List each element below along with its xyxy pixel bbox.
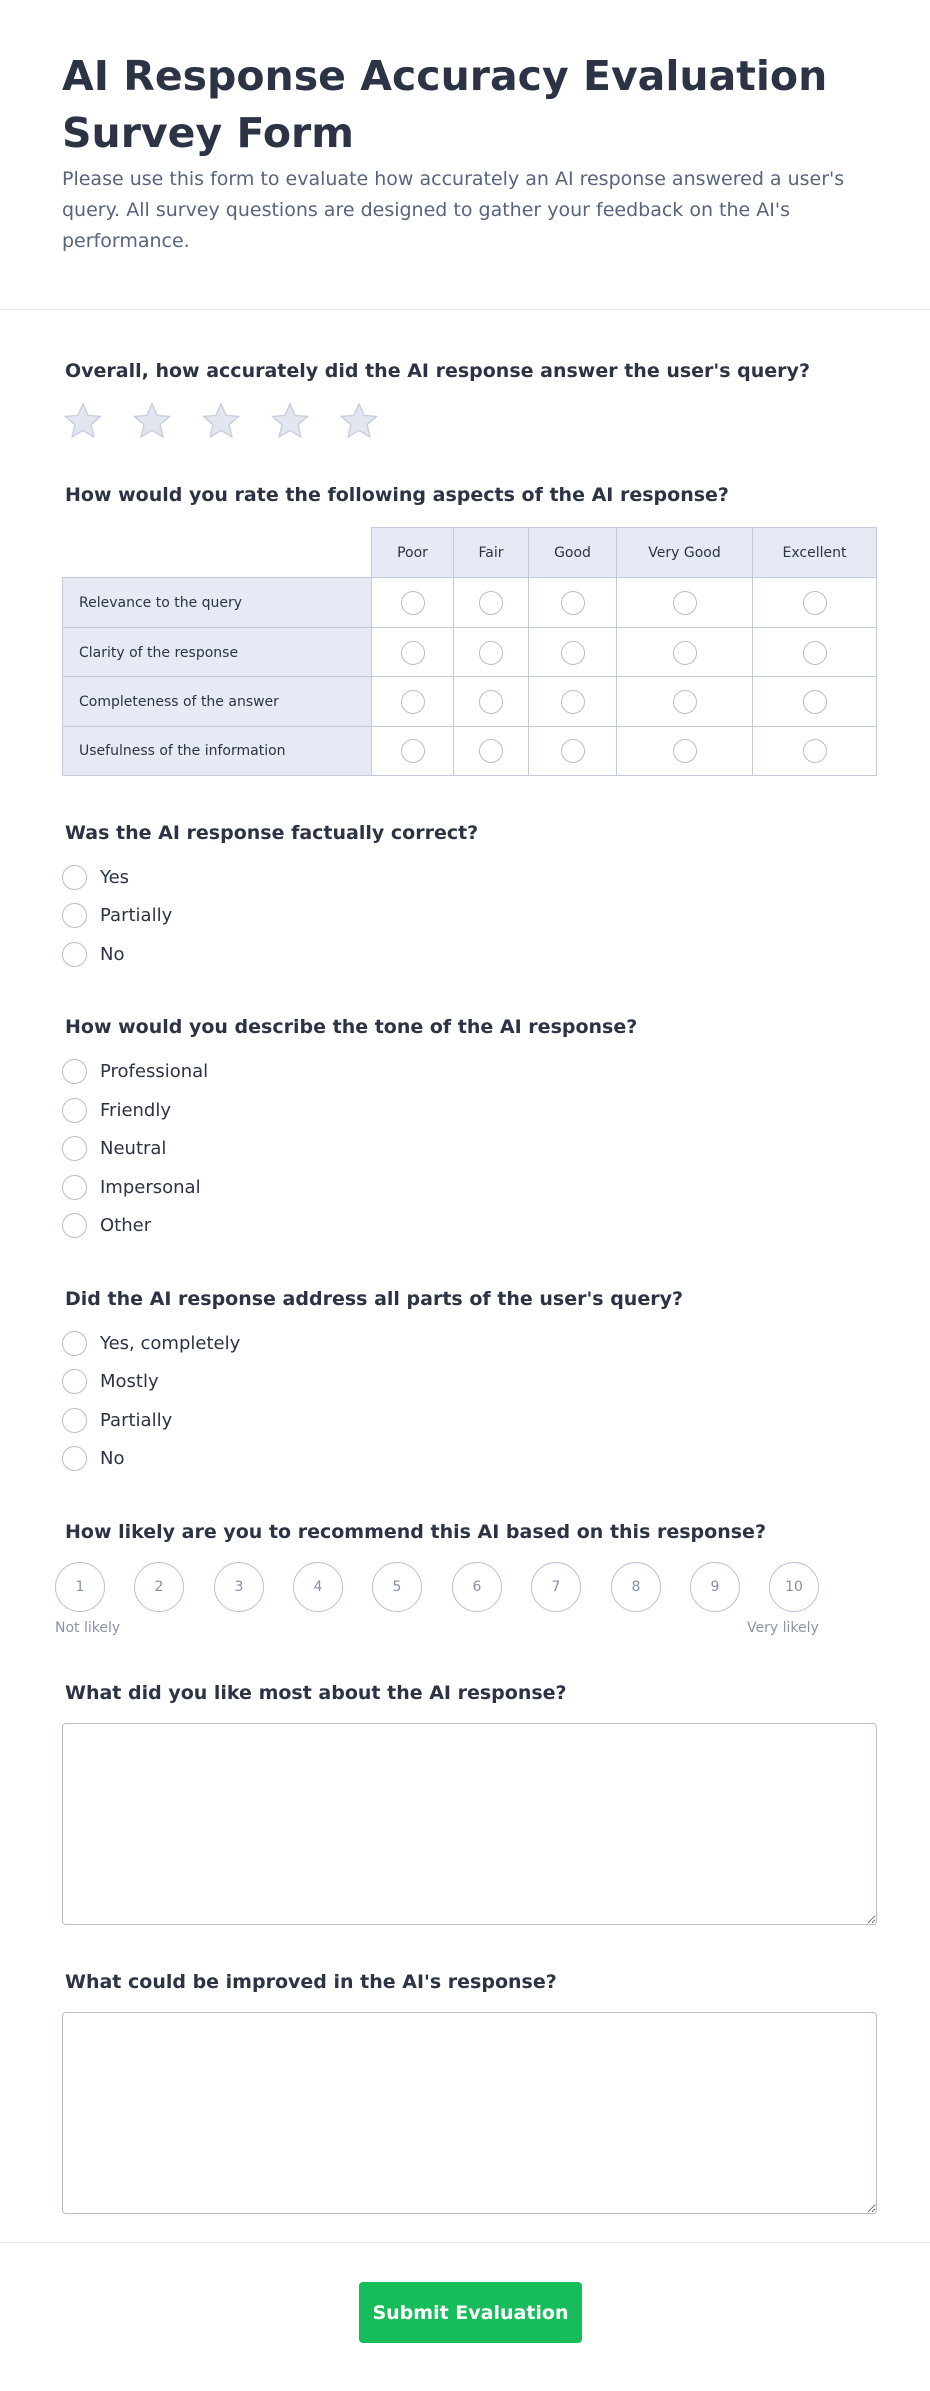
radio-button[interactable] (62, 903, 87, 928)
matrix-col-poor: Poor (371, 527, 454, 578)
matrix-radio[interactable] (673, 690, 697, 714)
question-liked-most: What did you like most about the AI response? (65, 1682, 567, 1704)
scale-option-8[interactable]: 8 (611, 1562, 661, 1612)
question-improvements: What could be improved in the AI's response? (65, 1971, 557, 1993)
scale-option-2[interactable]: 2 (134, 1562, 184, 1612)
matrix-row-clarity: Clarity of the response (62, 627, 372, 678)
matrix-radio[interactable] (803, 641, 827, 665)
scale-high-label: Very likely (747, 1620, 819, 1636)
scale-option-3[interactable]: 3 (214, 1562, 264, 1612)
matrix-radio[interactable] (401, 641, 425, 665)
matrix-radio[interactable] (561, 641, 585, 665)
option-yes[interactable]: Yes (62, 864, 129, 890)
option-professional[interactable]: Professional (62, 1058, 208, 1084)
page-title: AI Response Accuracy Evaluation Survey Form (62, 52, 828, 157)
form-header (0, 0, 930, 310)
footer-divider (0, 2242, 930, 2243)
matrix-col-good: Good (528, 527, 617, 578)
matrix-radio[interactable] (401, 739, 425, 763)
option-other[interactable]: Other (62, 1212, 151, 1238)
question-overall-accuracy: Overall, how accurately did the AI response answer the user's query? (65, 360, 810, 382)
matrix-radio[interactable] (479, 641, 503, 665)
radio-button[interactable] (62, 942, 87, 967)
matrix-radio[interactable] (803, 591, 827, 615)
scale-low-label: Not likely (55, 1620, 121, 1636)
option-no[interactable]: No (62, 1445, 124, 1471)
option-friendly[interactable]: Friendly (62, 1097, 171, 1123)
option-partially[interactable]: Partially (62, 1407, 172, 1433)
rating-matrix (62, 527, 877, 776)
star-5-icon[interactable] (338, 400, 380, 442)
scale-option-10[interactable]: 10 (769, 1562, 819, 1612)
matrix-radio[interactable] (561, 591, 585, 615)
radio-button[interactable] (62, 1059, 87, 1084)
option-yes-completely[interactable]: Yes, completely (62, 1330, 240, 1356)
option-neutral[interactable]: Neutral (62, 1135, 166, 1161)
radio-button[interactable] (62, 1136, 87, 1161)
submit-button[interactable]: Submit Evaluation (359, 2282, 582, 2343)
matrix-row-usefulness: Usefulness of the information (62, 726, 372, 776)
matrix-col-very-good: Very Good (616, 527, 753, 578)
matrix-col-excellent: Excellent (752, 527, 877, 578)
question-aspects-rating: How would you rate the following aspects of the AI response? (65, 484, 729, 506)
question-factual-correctness: Was the AI response factually correct? (65, 822, 479, 844)
scale-option-4[interactable]: 4 (293, 1562, 343, 1612)
scale-option-1[interactable]: 1 (55, 1562, 105, 1612)
matrix-row-completeness: Completeness of the answer (62, 676, 372, 727)
radio-button[interactable] (62, 1098, 87, 1123)
radio-button[interactable] (62, 1408, 87, 1433)
option-partially[interactable]: Partially (62, 902, 172, 928)
matrix-radio[interactable] (479, 739, 503, 763)
matrix-radio[interactable] (673, 641, 697, 665)
scale-option-5[interactable]: 5 (372, 1562, 422, 1612)
question-address-all-parts: Did the AI response address all parts of the user's query? (65, 1288, 683, 1310)
matrix-col-fair: Fair (453, 527, 529, 578)
matrix-radio[interactable] (479, 591, 503, 615)
star-1-icon[interactable] (62, 400, 104, 442)
liked-most-textarea[interactable] (62, 1723, 877, 1925)
matrix-radio[interactable] (401, 690, 425, 714)
matrix-radio[interactable] (479, 690, 503, 714)
radio-button[interactable] (62, 1369, 87, 1394)
option-no[interactable]: No (62, 941, 124, 967)
matrix-radio[interactable] (803, 739, 827, 763)
question-recommend: How likely are you to recommend this AI based on this response? (65, 1521, 766, 1543)
matrix-radio[interactable] (561, 690, 585, 714)
matrix-radio[interactable] (673, 739, 697, 763)
page-description: Please use this form to evaluate how accurately an AI response answered a user's query. All survey questions are designed to gather your feedback on the AI's performance. (62, 168, 845, 252)
radio-button[interactable] (62, 1213, 87, 1238)
radio-button[interactable] (62, 1446, 87, 1471)
option-mostly[interactable]: Mostly (62, 1368, 159, 1394)
scale-option-7[interactable]: 7 (531, 1562, 581, 1612)
matrix-row-relevance: Relevance to the query (62, 577, 372, 628)
improvements-textarea[interactable] (62, 2012, 877, 2214)
scale-option-9[interactable]: 9 (690, 1562, 740, 1612)
matrix-radio[interactable] (673, 591, 697, 615)
recommend-scale (55, 1562, 825, 1616)
star-3-icon[interactable] (200, 400, 242, 442)
matrix-radio[interactable] (401, 591, 425, 615)
scale-option-6[interactable]: 6 (452, 1562, 502, 1612)
radio-button[interactable] (62, 1331, 87, 1356)
star-4-icon[interactable] (269, 400, 311, 442)
radio-button[interactable] (62, 1175, 87, 1200)
question-tone: How would you describe the tone of the AI response? (65, 1016, 638, 1038)
matrix-radio[interactable] (803, 690, 827, 714)
matrix-radio[interactable] (561, 739, 585, 763)
radio-button[interactable] (62, 865, 87, 890)
option-impersonal[interactable]: Impersonal (62, 1174, 201, 1200)
star-2-icon[interactable] (131, 400, 173, 442)
